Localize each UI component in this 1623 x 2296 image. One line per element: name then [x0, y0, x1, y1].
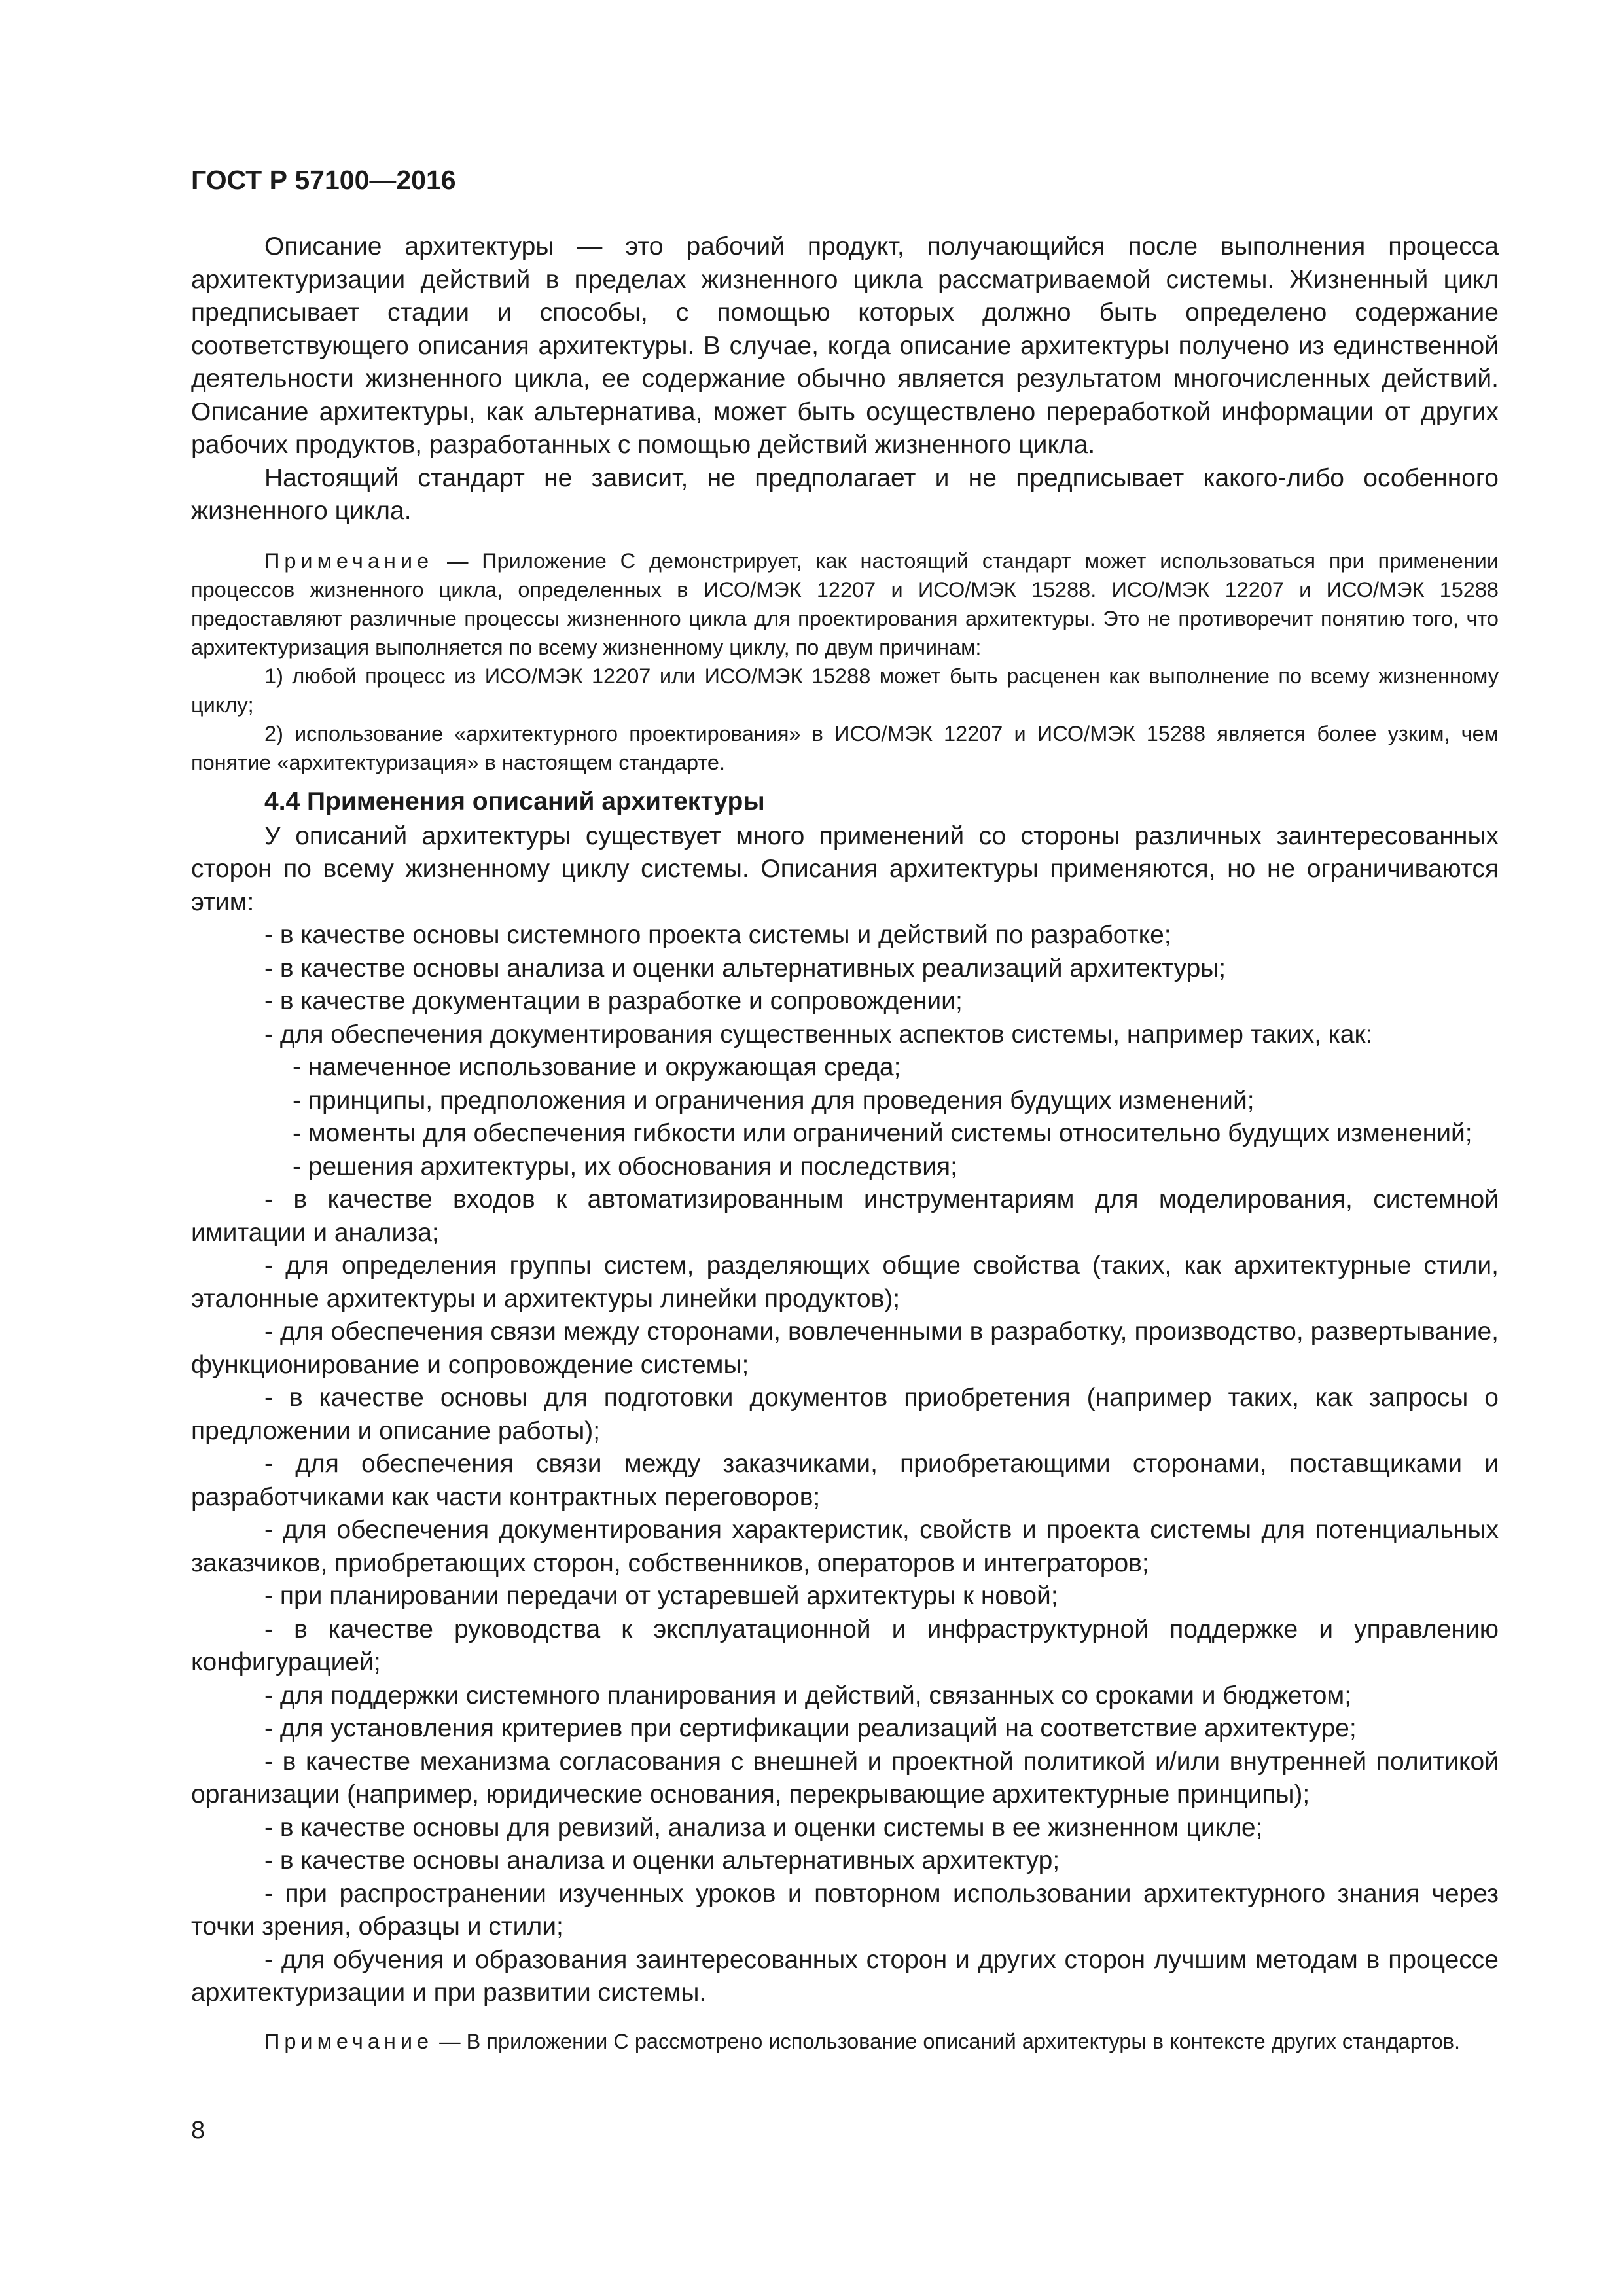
list-item: - для обеспечения связи между заказчиками, приобретающими сторонами, поставщиками и разработчиками как части контрактных переговоров; — [191, 1450, 1499, 1511]
intro-paragraph-1: Описание архитектуры — это рабочий продукт, получающийся после выполнения процесса архитектуризации действий в пределах жизненного цикла рассматриваемой системы. Жизненный цикл предписывает стадии и способы, с помощью которых должно быть определено содержание соответствующего описания архитектуры. В случае, когда описание архитектуры получено из единственной деятельности жизненного цикла, ее содержание обычно является результатом многочисленных действий. Описание архитектуры, как альтернатива, может быть осуществлено переработкой информации от других рабочих продуктов, разработанных с помощью действий жизненного цикла. — [191, 232, 1499, 459]
section-intro: У описаний архитектуры существует много применений со стороны различных заинтересованных сторон по всему жизненному циклу системы. Описания архитектуры применяются, но не ограничиваются этим: — [191, 821, 1499, 916]
note-1-text: — Приложение С демонстрирует, как настоящий стандарт может использоваться при применении процессов жизненного цикла, определенных в ИСО/МЭК 12207 и ИСО/МЭК 15288. ИСО/МЭК 12207 и ИСО/МЭК 15288 предоставляют различные процессы жизненного цикла для проектирования архитектуры. Это не противоречит понятию того, что архитектуризация выполняется по всему жизненному циклу, по двум причинам: — [191, 548, 1499, 659]
list-item: - для обеспечения документирования существенных аспектов системы, например таких, как: — [264, 1020, 1373, 1049]
note-1 — [191, 547, 1499, 662]
sub-list-item: - намеченное использование и окружающая среда; — [293, 1053, 901, 1081]
sub-list-item: - моменты для обеспечения гибкости или ограничений системы относительно будущих изменений; — [293, 1119, 1472, 1147]
list-item: - в качестве основы анализа и оценки альтернативных архитектур; — [264, 1846, 1060, 1874]
list-item: - в качестве руководства к эксплуатационной и инфраструктурной поддержке и управлению конфигурацией; — [191, 1615, 1499, 1676]
list-item: - в качестве основы для подготовки документов приобретения (например таких, как запросы о предложении и описание работы); — [191, 1384, 1499, 1445]
list-item: - в качестве основы анализа и оценки альтернативных реализаций архитектуры; — [264, 954, 1226, 982]
list-item: - в качестве механизма согласования с внешней и проектной политикой и/или внутренней политикой организации (например, юридические основания, перекрывающие архитектурные принципы); — [191, 1747, 1499, 1808]
list-item: - при распространении изученных уроков и повторном использовании архитектурного знания через точки зрения, образцы и стили; — [191, 1879, 1499, 1941]
intro-paragraph-2: Настоящий стандарт не зависит, не предполагает и не предписывает какого-либо особенного жизненного цикла. — [191, 463, 1499, 525]
list-item: - для обучения и образования заинтересованных сторон и других сторон лучшим методам в процессе архитектуризации и при развитии системы. — [191, 1945, 1499, 2007]
note-1-item-2: 2) использование «архитектурного проектирования» в ИСО/МЭК 12207 и ИСО/МЭК 15288 является более узким, чем понятие «архитектуризация» в настоящем стандарте. — [191, 721, 1499, 774]
document-page — [191, 164, 1499, 2056]
document-header: ГОСТ Р 57100—2016 — [191, 165, 456, 195]
list-item: - в качестве основы для ревизий, анализа и оценки системы в ее жизненном цикле; — [264, 1813, 1263, 1842]
sub-list-item: - принципы, предположения и ограничения для проведения будущих изменений; — [293, 1086, 1255, 1115]
list-item: - для поддержки системного планирования и действий, связанных со сроками и бюджетом; — [264, 1681, 1352, 1710]
list-item: - в качестве основы системного проекта системы и действий по разработке; — [264, 921, 1171, 949]
list-item: - для обеспечения связи между сторонами, вовлеченными в разработку, производство, развертывание, функционирование и сопровождение системы; — [191, 1318, 1499, 1379]
section-heading: 4.4 Применения описаний архитектуры — [264, 787, 765, 816]
sub-list-item: - решения архитектуры, их обоснования и последствия; — [293, 1152, 957, 1181]
note-1-item-1: 1) любой процесс из ИСО/МЭК 12207 или ИСО/МЭК 15288 может быть расценен как выполнение по всему жизненному циклу; — [191, 664, 1499, 717]
list-item: - для обеспечения документирования характеристик, свойств и проекта системы для потенциальных заказчиков, приобретающих сторон, собственников, операторов и интеграторов; — [191, 1516, 1499, 1577]
note-1-label: Примечание — [264, 548, 434, 573]
list-item: - при планировании передачи от устаревшей архитектуры к новой; — [264, 1582, 1058, 1610]
page-number: 8 — [191, 2117, 205, 2144]
list-item: - для определения группы систем, разделяющих общие свойства (таких, как архитектурные стили, эталонные архитектуры и архитектуры линейки продуктов); — [191, 1251, 1499, 1313]
note-2-label: Примечание — [264, 2029, 434, 2053]
list-item: - в качестве входов к автоматизированным инструментариям для моделирования, системной имитации и анализа; — [191, 1185, 1499, 1247]
note-2 — [191, 2027, 1499, 2056]
note-2-text: — В приложении С рассмотрено использование описаний архитектуры в контексте других стандартов. — [433, 2029, 1461, 2053]
list-item: - для установления критериев при сертификации реализаций на соответствие архитектуре; — [264, 1714, 1357, 1742]
list-item: - в качестве документации в разработке и сопровождении; — [264, 987, 963, 1015]
